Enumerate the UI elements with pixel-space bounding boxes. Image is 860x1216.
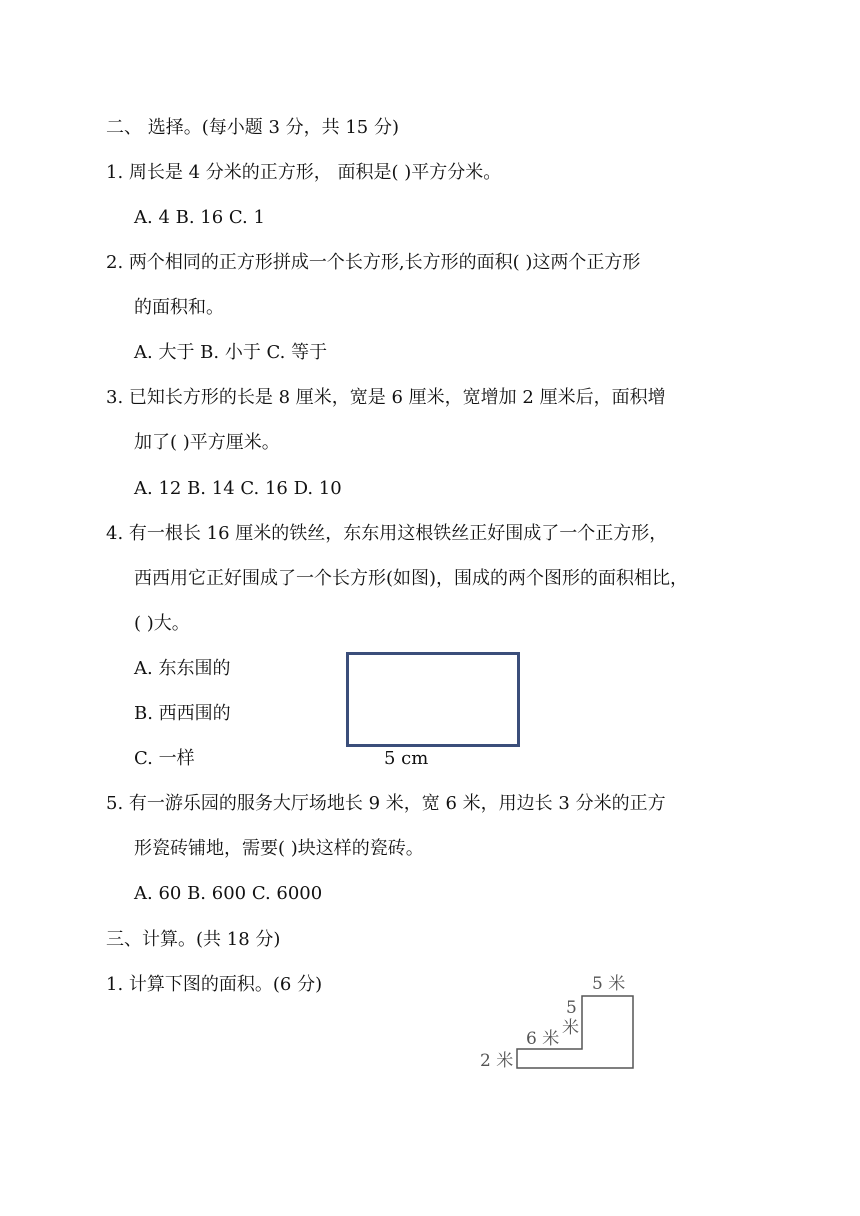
section-2-title: 二、 选择。(每小题 3 分，共 15 分): [106, 117, 400, 138]
step-shape-figure: [470, 968, 650, 1078]
section-3-title: 三、计算。(共 18 分): [106, 929, 281, 950]
rectangle-figure: [346, 652, 520, 747]
question-4-option-a: A. 东东围的: [134, 658, 231, 679]
question-3-text-line-2: 加了( )平方厘米。: [134, 432, 280, 453]
label-top-width: 5 米: [592, 974, 626, 994]
question-5-options: A. 60 B. 600 C. 6000: [134, 883, 323, 904]
label-step-width: 6 米: [526, 1029, 560, 1049]
question-2-text-line-1: 2. 两个相同的正方形拼成一个长方形,长方形的面积( )这两个正方形: [106, 252, 641, 273]
question-2-text-line-2: 的面积和。: [134, 297, 224, 318]
label-bottom-height: 2 米: [480, 1051, 514, 1071]
label-step-height-unit: 米: [562, 1018, 579, 1038]
question-4-text-line-2: 西西用它正好围成了一个长方形(如图)，围成的两个图形的面积相比，: [134, 568, 689, 589]
question-4-text-line-3: ( )大。: [134, 613, 190, 634]
rectangle-figure-label: 5 cm: [384, 748, 429, 769]
question-5-text-line-2: 形瓷砖铺地，需要( )块这样的瓷砖。: [134, 838, 424, 859]
question-2-options: A. 大于 B. 小于 C. 等于: [134, 342, 328, 363]
label-step-height-5: 5: [566, 998, 577, 1018]
question-5-text-line-1: 5. 有一游乐园的服务大厅场地长 9 米，宽 6 米，用边长 3 分米的正方: [106, 793, 666, 814]
question-4-text-line-1: 4. 有一根长 16 厘米的铁丝，东东用这根铁丝正好围成了一个正方形，: [106, 523, 668, 544]
question-1-text: 1. 周长是 4 分米的正方形， 面积是( )平方分米。: [106, 162, 502, 183]
section-3-question-1-text: 1. 计算下图的面积。(6 分): [106, 974, 323, 995]
question-4-option-c: C. 一样: [134, 748, 195, 769]
question-3-text-line-1: 3. 已知长方形的长是 8 厘米，宽是 6 厘米，宽增加 2 厘米后，面积增: [106, 387, 666, 408]
question-4-option-b: B. 西西围的: [134, 703, 231, 724]
question-1-options: A. 4 B. 16 C. 1: [134, 207, 265, 228]
question-3-options: A. 12 B. 14 C. 16 D. 10: [134, 478, 342, 499]
